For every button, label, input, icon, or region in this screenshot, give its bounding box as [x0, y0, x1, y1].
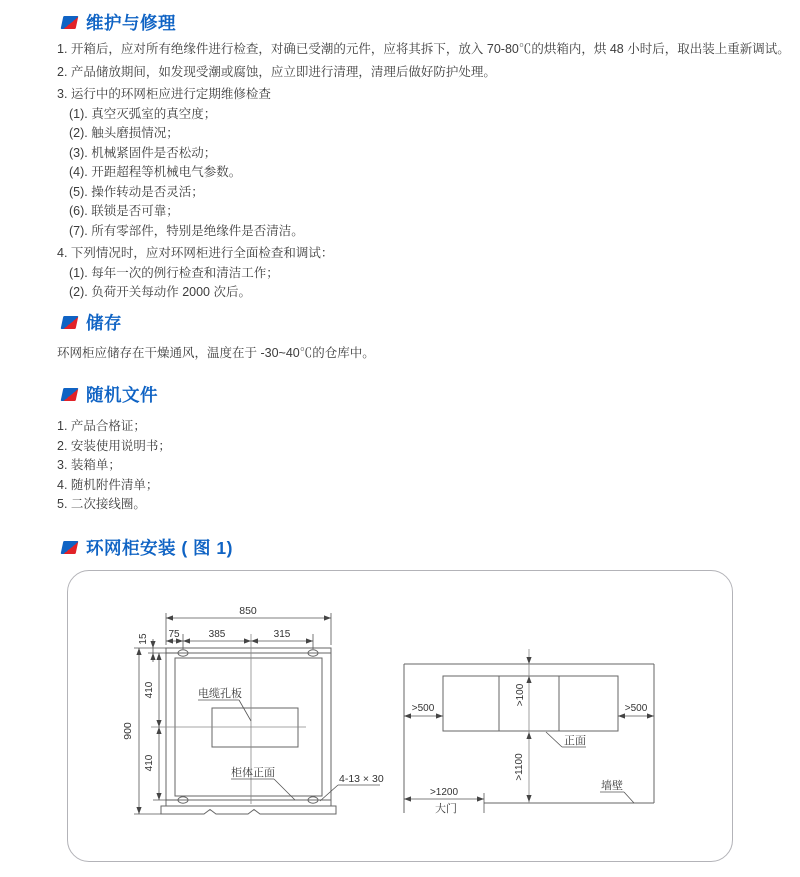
list-item: (1). 真空灭弧室的真空度；: [69, 106, 217, 121]
cable-plate-label: 电缆孔板: [198, 688, 242, 700]
door-label: 大门: [435, 803, 457, 815]
dim-overall-height: 900: [122, 722, 134, 740]
installation-figure: [68, 571, 732, 861]
dim-center-to-hole: 315: [273, 629, 291, 640]
front-face-label: 正面: [564, 735, 586, 747]
list-item: 1. 开箱后，应对所有绝缘件进行检查，对确已受潮的元件，应将其拆下，放入 70-80℃的烘箱内，烘 48 小时后，取出装上重新调试。: [57, 42, 790, 56]
storage-paragraph: 环网柜应储存在干燥通风，温度在于 -30~40℃的仓库中。: [57, 346, 375, 360]
documents-list: [57, 417, 171, 515]
section-marker-icon: [61, 541, 79, 554]
maintenance-list: [57, 40, 790, 303]
rear-clearance-label: >100: [515, 683, 526, 707]
cabinet-front-label: 柜体正面: [231, 767, 275, 779]
list-item: (1). 每年一次的例行检查和清洁工作；: [69, 265, 279, 280]
section-heading-storage: [62, 310, 122, 335]
list-item: 2. 产品储放期间，如发现受潮或腐蚀，应立即进行清理，清理后做好防护处理。: [57, 64, 496, 79]
list-item: (2). 负荷开关每动作 2000 次后。: [69, 285, 251, 299]
section-marker-icon: [61, 388, 79, 401]
list-item: (2). 触头磨损情况；: [69, 126, 179, 140]
dim-hole-to-center: 385: [208, 629, 226, 640]
list-item: (5). 操作转动是否灵活；: [69, 184, 204, 199]
dim-lower-half: 410: [144, 754, 155, 772]
cabinet-plan-drawing: [122, 605, 384, 814]
section-marker-icon: [61, 316, 79, 329]
dim-overall-width: 850: [239, 605, 257, 617]
section-heading-installation: [62, 535, 233, 560]
section-title: 随机文件: [86, 385, 158, 405]
list-item: 4. 随机附件清单；: [57, 477, 159, 492]
dim-edge-to-hole: 75: [168, 629, 180, 640]
section-title: 储存: [86, 313, 122, 333]
front-clearance-label: >1100: [514, 753, 525, 781]
door-width-label: >1200: [429, 787, 459, 798]
right-clearance-label: >500: [624, 703, 648, 714]
dim-upper-half: 410: [144, 681, 155, 699]
section-heading-maintenance: [62, 10, 176, 35]
section-title: 环网柜安装 ( 图 1): [86, 538, 233, 558]
list-item: (7). 所有零部件，特别是绝缘件是否清洁。: [69, 223, 304, 238]
room-layout-drawing: [404, 649, 654, 815]
list-item: 3. 运行中的环网柜应进行定期维修检查: [57, 87, 271, 101]
list-item: 1. 产品合格证；: [57, 419, 146, 433]
wall-label: 墙壁: [601, 780, 623, 792]
dim-edge-offset: 15: [138, 633, 149, 645]
list-item: (3). 机械紧固件是否松动；: [69, 145, 217, 160]
section-title: 维护与修理: [86, 13, 176, 33]
list-item: (4). 开距超程等机械电气参数。: [69, 165, 242, 179]
section-heading-documents: [62, 382, 158, 407]
slot-holes-label: 4-13 × 30: [339, 773, 384, 785]
list-item: 4. 下列情况时，应对环网柜进行全面检查和调试：: [57, 246, 334, 260]
figure-card: [67, 570, 733, 862]
left-clearance-label: >500: [411, 703, 435, 714]
section-marker-icon: [61, 16, 79, 29]
list-item: 2. 安装使用说明书；: [57, 438, 171, 453]
list-item: (6). 联锁是否可靠；: [69, 204, 179, 218]
list-item: 3. 装箱单；: [57, 458, 121, 472]
list-item: 5. 二次接线圈。: [57, 497, 146, 511]
